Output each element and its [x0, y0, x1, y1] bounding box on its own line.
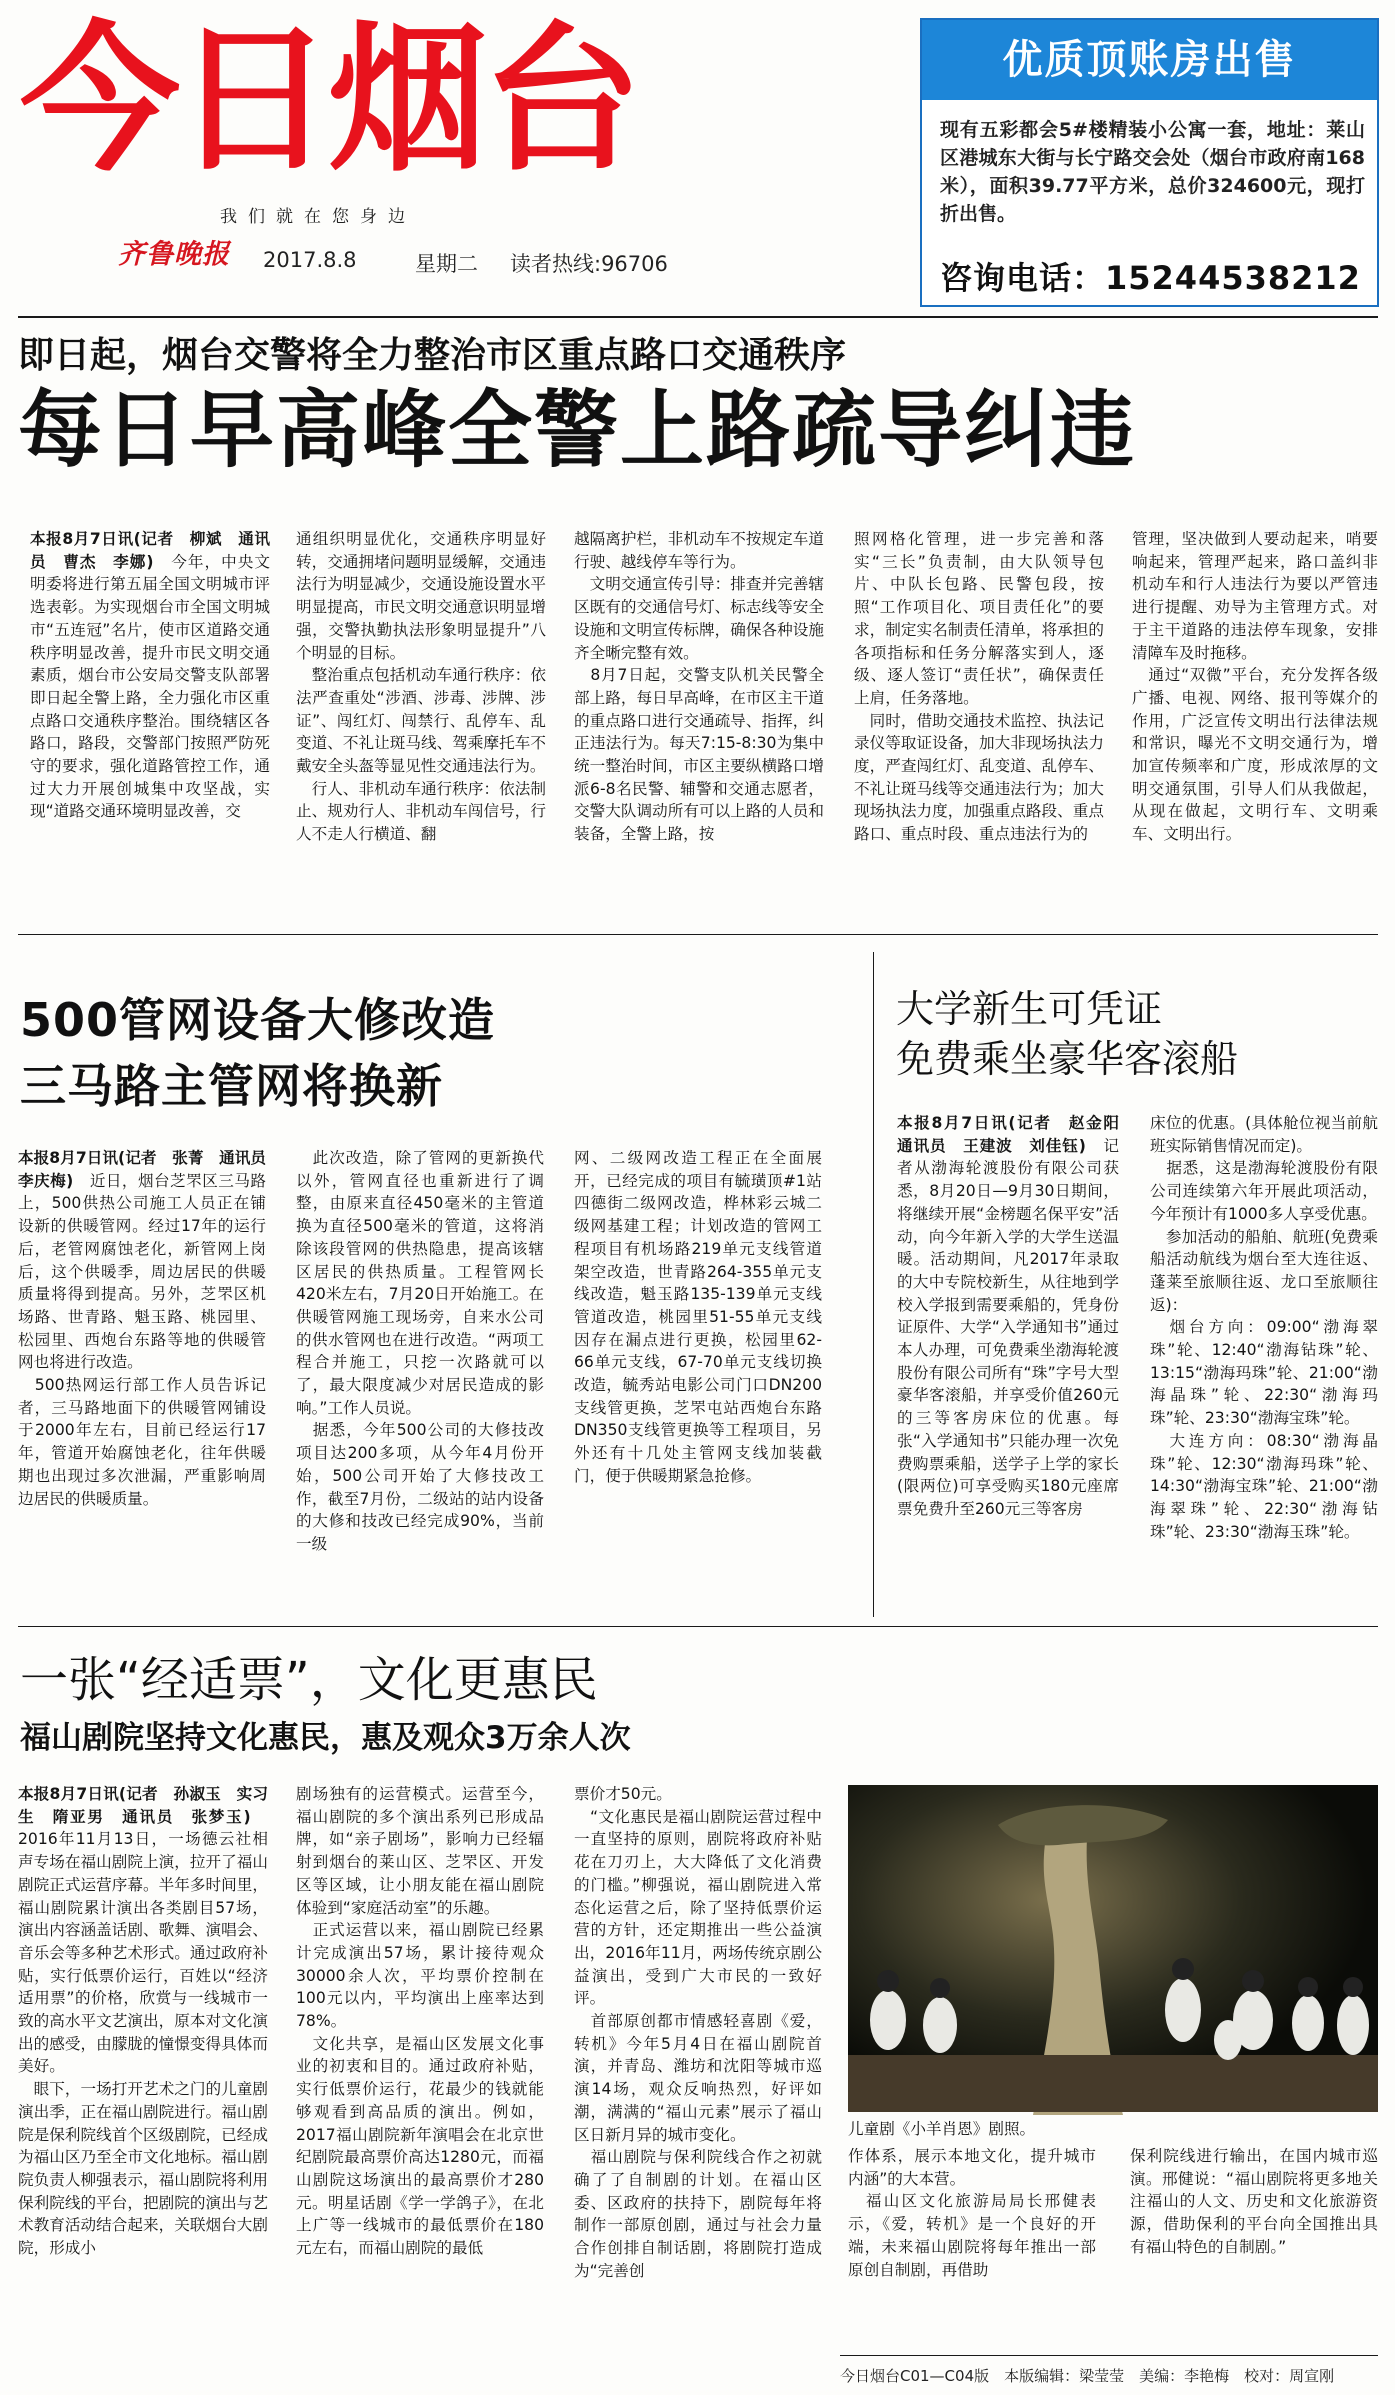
article1-column-3: 越隔离护栏，非机动车不按规定车道行驶、越线停车等行为。 文明交通宣传引导：排查并完善辖区既有的交通信号灯、标志线等安全设施和文明宣传标牌，确保各种设施齐全晰完整有效。 8月7日起，交警支队机关民警全部上路，每日早高峰，在市区主干道的重点路口进行交通疏导、指挥，纠正违法行为。每天7:15-8:30为集中统一整治时间，市区主要纵横路口增派6-8名民警、辅警和交通志愿者，交警大队调动所有可以上路的人员和装备，全警上路，按 — [574, 530, 824, 844]
reader-hotline: 读者热线:96706 — [510, 252, 668, 276]
article1-column-1: 本报8月7日讯(记者 柳斌 通讯员 曹杰 李娜) 今年，中央文明委将进行第五届全国文明城市评选表彰。为实现烟台市全国文明城市“五连冠”名片，使市区道路交通秩序明显改善，提升市民文明交通素质，烟台市公安局交警支队部署即日起全警上路，全力强化市区重点路口交通秩序整治。围绕辖区各路口，路段，交警部门按照严防死守的要求，强化道路管控工作，通过大力开展创城集中攻坚战，实现“道路交通环境明显改善，交 — [30, 530, 270, 821]
footer-divider — [840, 2355, 1378, 2356]
article4-byline: 本报8月7日讯(记者 孙淑玉 实习生 隋亚男 通讯员 张梦玉) — [18, 1785, 268, 1826]
article2-title-line1: 500管网设备大修改造 — [20, 993, 496, 1047]
article4-column-4: 作体系，展示本地文化，提升城市内涵”的大本营。 福山区文化旅游局局长邢健表示，《爱，转机》是一个良好的开端，未来福山剧院将每年推出一部原创自制剧，再借助 — [848, 2147, 1096, 2279]
article1-column-5: 管理，坚决做到人要动起来，哨要响起来，管理严起来，路口盖纠非机动车和行人违法行为要以严管违进行提醒、劝导为主管理方式。对于主干道路的违法停车现象，安排清障车及时拖移。 通过“双微”平台，充分发挥各级广播、电视、网络、报刊等媒介的作用，广泛宣传文明出行法律法规和常识，曝光不文明交通行为，增加宣传频率和广度，形成浓厚的文明交通氛围，引导人们从我做起，从现在做起，文明行车、文明乘车、文明出行。 — [1132, 530, 1378, 844]
article2-title-line2: 三马路主管网将换新 — [20, 1059, 443, 1113]
article1-column-2: 通组织明显优化，交通秩序明显好转，交通拥堵问题明显缓解，交通违法行为明显减少，交通设施设置水平明显提高，市民文明交通意识明显增强，交警执勤执法形象明显提升”八个明显的目标。 整治重点包括机动车通行秩序：依法严查重处“涉酒、涉毒、涉牌、涉证”、闯红灯、闯禁行、乱停车、乱变道、不礼让斑马线、驾乘摩托车不戴安全头盔等显见性交通违法行为。 行人、非机动车通行秩序：依法制止、规劝行人、非机动车闯信号，行人不走人行横道、翻 — [296, 530, 546, 844]
article4-column-1: 本报8月7日讯(记者 孙淑玉 实习生 隋亚男 通讯员 张梦玉) 2016年11月13日，一场德云社相声专场在福山剧院上演，拉开了福山剧院正式运营序幕。半年多时间里，福山剧院累计演出各类剧目57场，演出内容涵盖话剧、歌舞、演唱会、音乐会等多种艺术形式。通过政府补贴，实行低票价运行，百姓以“经济适用票”的价格，欣赏与一线城市一致的高水平文艺演出，原本对文化演出的感受，由朦胧的憧憬变得具体而美好。 眼下，一场打开艺术之门的儿童剧演出季，正在福山剧院进行。福山剧院是保利院线首个区级剧院，已经成为福山区乃至全市文化地标。福山剧院负责人柳强表示，福山剧院将利用保利院线的平台，把剧院的演出与艺术教育活动结合起来，关联烟台大剧院，形成小 — [18, 1785, 268, 2258]
issue-weekday: 星期二 — [415, 252, 478, 276]
ad-phone: 咨询电话：15244538212 — [940, 259, 1361, 297]
article2-column-2: 此次改造，除了管网的更新换代以外，管网直径也重新进行了调整，由原来直径450毫米的主管道换为直径500毫米的管道，这将消除该段管网的供热隐患，提高该辖区居民的供热质量。工程管网长420米左右，7月20日开始施工。在供暖管网施工现场旁，自来水公司的供水管网也在进行改造。“两项工程合并施工，只挖一次路就可以了，最大限度减少对居民造成的影响。”工作人员说。 据悉，今年500公司的大修技改项目达200多项，从今年4月份开始，500公司开始了大修技改工作，截至7月份，二级站的站内设备的大修和技改已经完成90%，当前一级 — [296, 1149, 544, 1553]
stage-scene-illustration — [848, 1785, 1378, 2112]
issue-date: 2017.8.8 — [263, 248, 357, 272]
article3-byline: 本报8月7日讯(记者 赵金阳 通讯员 王建波 刘佳钰) — [897, 1114, 1135, 1155]
article1-byline: 本报8月7日讯(记者 柳斌 通讯员 曹杰 李娜) — [30, 530, 270, 571]
article2-byline: 本报8月7日讯(记者 张菁 通讯员 李庆梅) — [18, 1149, 282, 1190]
article3-column-1: 本报8月7日讯(记者 赵金阳 通讯员 王建波 刘佳钰) 记者从渤海轮渡股份有限公司获悉，8月20日—9月30日期间，将继续开展“金榜题名保平安”活动，向今年新入学的大学生送温暖。活动期间，凡2017年录取的大中专院校新生，从往地到学校入学报到需要乘船的，凭身份证原件、大学“入学通知书”通过本人办理，可免费乘坐渤海轮渡股份有限公司所有“珠”字号大型豪华客滚船，并享受价值260元的三等客房床位的优惠。每张“入学通知书”只能办理一次免费购票乘船，送学子上学的家长(限两位)可享受购买180元座席票免费升至260元三等客房 — [897, 1114, 1135, 1518]
ad-headline: 优质顶账房出售 — [922, 20, 1377, 100]
article3-column-2: 床位的优惠。(具体舱位视当前航班实际销售情况而定)。 据悉，这是渤海轮渡股份有限公司连续第六年开展此项活动，今年预计有1000多人享受优惠。 参加活动的船舶、航班(免费乘船活动航线为烟台至大连往返、蓬莱至旅顺往返、龙口至旅顺往返)： 烟台方向：09:00“渤海翠珠”轮、12:40“渤海钻珠”轮、13:15“渤海玛珠”轮、21:00“渤海晶珠”轮、22:30“渤海玛珠”轮、23:30“渤海宝珠”轮。 大连方向：08:30“渤海晶珠”轮、12:30“渤海玛珠”轮、14:30“渤海宝珠”轮、21:00“渤海翠珠”轮、22:30“渤海钻珠”轮、23:30“渤海玉珠”轮。 — [1150, 1114, 1378, 1541]
article2-column-1: 本报8月7日讯(记者 张菁 通讯员 李庆梅) 近日，烟台芝罘区三马路上，500供热公司施工人员正在铺设新的供暖管网。经过17年的运行后，老管网腐蚀老化，新管网上岗后，这个供暖季，周边居民的供暖质量将得到提高。另外，芝罘区机场路、世青路、魁玉路、桃园里、松园里、西炮台东路等地的供暖管网也将进行改造。 500热网运行部工作人员告诉记者，三马路地面下的供暖管网铺设于2000年左右，目前已经运行17年，管道开始腐蚀老化，往年供暖期也出现过多次泄漏，严重影响周边居民的供暖质量。 — [18, 1149, 282, 1508]
property-ad — [920, 18, 1379, 307]
article4-column-5: 保利院线进行输出，在国内城市巡演。邢健说：“福山剧院将更多地关注福山的人文、历史和文化旅游资源，借助保利的平台向全国推出具有福山特色的自制剧。” — [1130, 2147, 1378, 2256]
article4-column-2: 剧场独有的运营模式。运营至今，福山剧院的多个演出系列已形成品牌，如“亲子剧场”，影响力已经辐射到烟台的莱山区、芝罘区、开发区等区域，让小朋友能在福山剧院体验到“家庭活动室”的乐趣。 正式运营以来，福山剧院已经累计完成演出57场，累计接待观众30000余人次，平均票价控制在100元以内，平均演出上座率达到78%。 文化共享，是福山区发展文化事业的初衷和目的。通过政府补贴，实行低票价运行，花最少的钱就能够观看到高品质的演出。例如，2017福山剧院新年演唱会在北京世纪剧院最高票价高达1280元，而福山剧院这场演出的最高票价才280元。明星话剧《学一学鸽子》，在北上广等一线城市的最低票价在180元左右，而福山剧院的最低 — [296, 1785, 544, 2258]
article3-title-line1: 大学新生可凭证 — [896, 987, 1163, 1031]
photo-caption: 儿童剧《小羊肖恩》剧照。 — [848, 2120, 1036, 2138]
article1-kicker: 即日起，烟台交警将全力整治市区重点路口交通秩序 — [18, 335, 847, 376]
masthead-slogan: 我们就在您身边 — [220, 207, 416, 227]
article4-subtitle: 福山剧院坚持文化惠民，惠及观众3万余人次 — [20, 1720, 631, 1756]
ad-text: 现有五彩都会5#楼精装小公寓一套，地址：莱山区港城东大街与长宁路交会处（烟台市政府南168米），面积39.77平方米，总价324600元，现打折出售。 — [940, 119, 1365, 225]
article2-column-3: 网、二级网改造工程正在全面展开，已经完成的项目有毓璜顶#1站四德街二级网改造，桦林彩云城二级网基建工程；计划改造的管网工程项目有机场路219单元支线管道架空改造，世青路264-355单元支线改造，魁玉路135-139单元支线管道改造，桃园里51-55单元支线因存在漏点进行更换，松园里62-66单元支线，67-70单元支线切换改造，毓秀站电影公司门口DN200支线管更换，芝罘屯站西炮台东路DN350支线管更换等工程项目，另外还有十几处主管网支线加装截门，便于供暖期紧急抢修。 — [574, 1149, 822, 1485]
section-divider-1 — [18, 934, 1378, 935]
article4-column-3: 票价才50元。 “文化惠民是福山剧院运营过程中一直坚持的原则，剧院将政府补贴花在刀刃上，大大降低了文化消费的门槛。”柳强说，福山剧院进入常态化运营之后，除了坚持低票价运营的方针，还定期推出一些公益演出，2016年11月，两场传统京剧公益演出，受到广大市民的一致好评。 首部原创都市情感轻喜剧《爱，转机》今年5月4日在福山剧院首演，并青岛、潍坊和沈阳等城市巡演14场，观众反响热烈，好评如潮，满满的“福山元素”展示了福山区日新月异的城市变化。 福山剧院与保利院线合作之初就确了了自制剧的计划。在福山区委、区政府的扶持下，剧院每年将制作一部原创剧，通过与社会力量合作创排自制话剧，将剧院打造成为“完善创 — [574, 1785, 822, 2280]
article1-title: 每日早高峰全警上路疏导纠违 — [18, 381, 1137, 479]
masthead-brand-logo: 齐鲁晚报 — [118, 239, 230, 270]
article4-title: 一张“经适票”，文化更惠民 — [20, 1652, 598, 1708]
header-divider — [18, 316, 1378, 318]
article3-title-line2: 免费乘坐豪华客滚船 — [896, 1037, 1239, 1081]
masthead-title: 今日烟台 — [20, 6, 637, 193]
section-divider-2 — [18, 1626, 1378, 1627]
vertical-divider — [873, 952, 874, 1617]
page-footer: 今日烟台C01—C04版 本版编辑：梁莹莹 美编：李艳梅 校对：周宣刚 — [840, 2367, 1335, 2385]
stage-photo — [848, 1785, 1378, 2112]
article1-column-4: 照网格化管理，进一步完善和落实“三长”负责制，由大队领导包片、中队长包路、民警包段，按照“工作项目化、项目责任化”的要求，制定实名制责任清单，将承担的各项指标和任务分解落实到人，逐级、逐人签订“责任状”，确保责任上肩，任务落地。 同时，借助交通技术监控、执法记录仪等取证设备，加大非现场执法力度，严查闯红灯、乱变道、乱停车、不礼让斑马线等交通违法行为；加大现场执法力度，加强重点路段、重点路口、重点时段、重点违法行为的 — [854, 530, 1104, 844]
